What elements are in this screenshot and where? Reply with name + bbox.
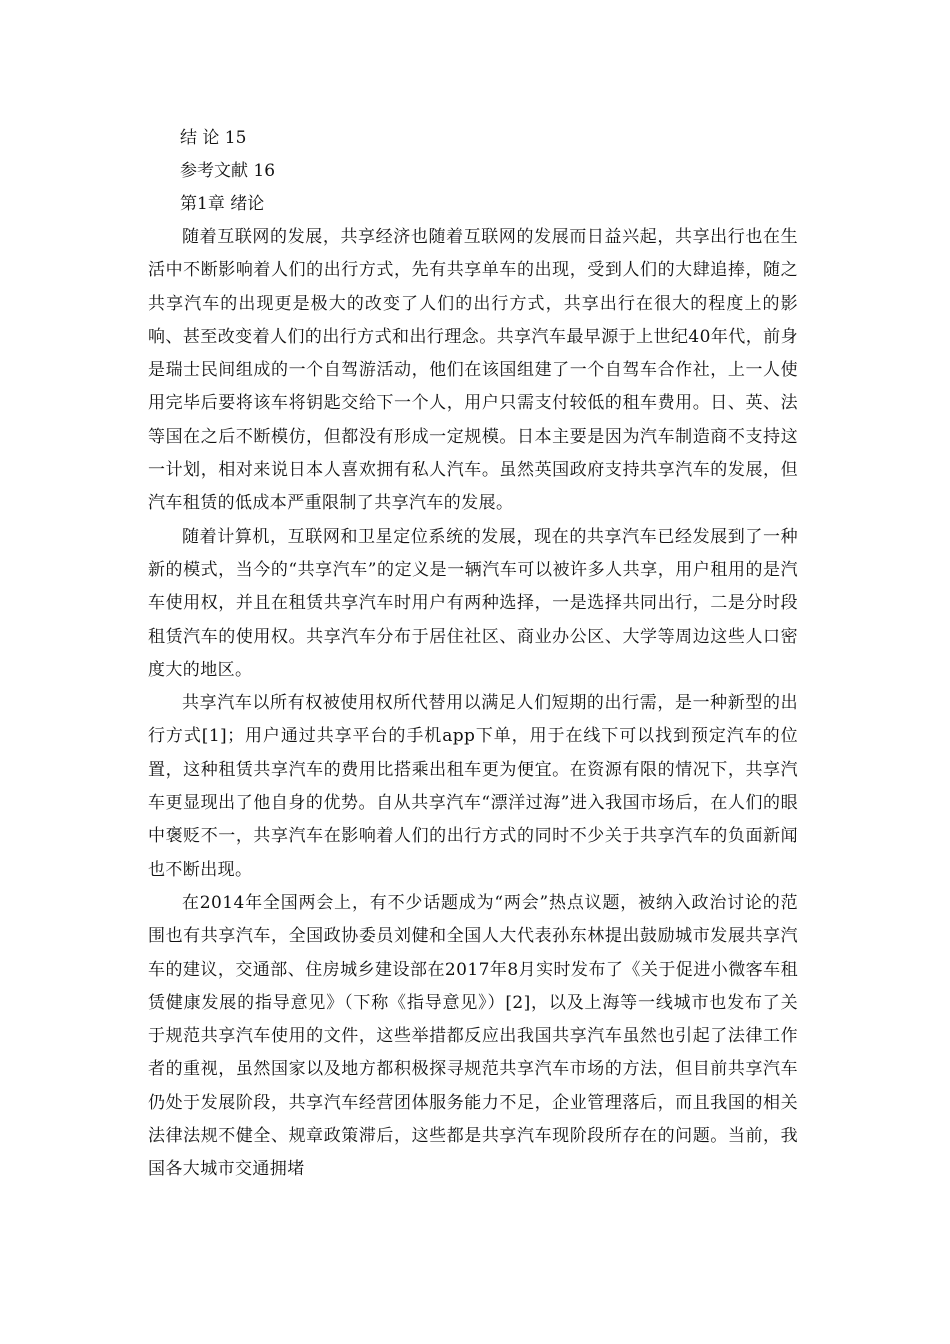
body-paragraph-4: 在2014年全国两会上，有不少话题成为“两会”热点议题，被纳入政治讨论的范围也有共享汽车，全国政协委员刘健和全国人大代表孙东林提出鼓励城市发展共享汽车的建议，交通部、住房城乡建设部在2017年8月实时发布了《关于促进小微客车租赁健康发展的指导意见》（下称《指导意见》）[2]，以及上海等一线城市也发布了关于规范共享汽车使用的文件，这些举措都反应出我国共享汽车虽然也引起了法律工作者的重视，虽然国家以及地方都积极探寻规范共享汽车市场的方法，但目前共享汽车仍处于发展阶段，共享汽车经营团体服务能力不足，企业管理落后，而且我国的相关法律法规不健全、规章政策滞后，这些都是共享汽车现阶段所存在的问题。当前，我国各大城市交通拥堵 [148, 892, 798, 1180]
body-paragraph-1: 随着互联网的发展，共享经济也随着互联网的发展而日益兴起，共享出行也在生活中不断影响着人们的出行方式，先有共享单车的出现，受到人们的大肆追捧，随之共享汽车的出现更是极大的改变了人们的出行方式，共享出行在很大的程度上的影响、甚至改变着人们的出行方式和出行理念。共享汽车最早源于上世纪40年代，前身是瑞士民间组成的一个自驾游活动，他们在该国组建了一个自驾车合作社，上一人使用完毕后要将该车将钥匙交给下一个人，用户只需支付较低的租车费用。日、英、法等国在之后不断模仿，但都没有形成一定规模。日本主要是因为汽车制造商不支持这一计划，相对来说日本人喜欢拥有私人汽车。虽然英国政府支持共享汽车的发展，但汽车租赁的低成本严重限制了共享汽车的发展。 [148, 227, 798, 514]
body-paragraph-2: 随着计算机，互联网和卫星定位系统的发展，现在的共享汽车已经发展到了一种新的模式，当今的“共享汽车”的定义是一辆汽车可以被许多人共享，用户租用的是汽车使用权，并且在租赁共享汽车时用户有两种选择，一是选择共同出行，二是分时段租赁汽车的使用权。共享汽车分布于居住社区、商业办公区、大学等周边这些人口密度大的地区。 [148, 526, 798, 680]
body-paragraph-3: 共享汽车以所有权被使用权所代替用以满足人们短期的出行需，是一种新型的出行方式[1]；用户通过共享平台的手机app下单，用于在线下可以找到预定汽车的位置，这种租赁共享汽车的费用比搭乘出租车更为便宜。在资源有限的情况下，共享汽车更显现出了他自身的优势。自从共享汽车“漂洋过海”进入我国市场后，在人们的眼中褒贬不一，共享汽车在影响着人们的出行方式的同时不少关于共享汽车的负面新闻也不断出现。 [148, 693, 798, 880]
chapter-heading: 第1章 绪论 [180, 194, 265, 214]
toc-entry-references: 参考文献 16 [180, 161, 276, 181]
document-page [148, 122, 798, 1187]
toc-entry-conclusion: 结 论 15 [180, 128, 247, 148]
